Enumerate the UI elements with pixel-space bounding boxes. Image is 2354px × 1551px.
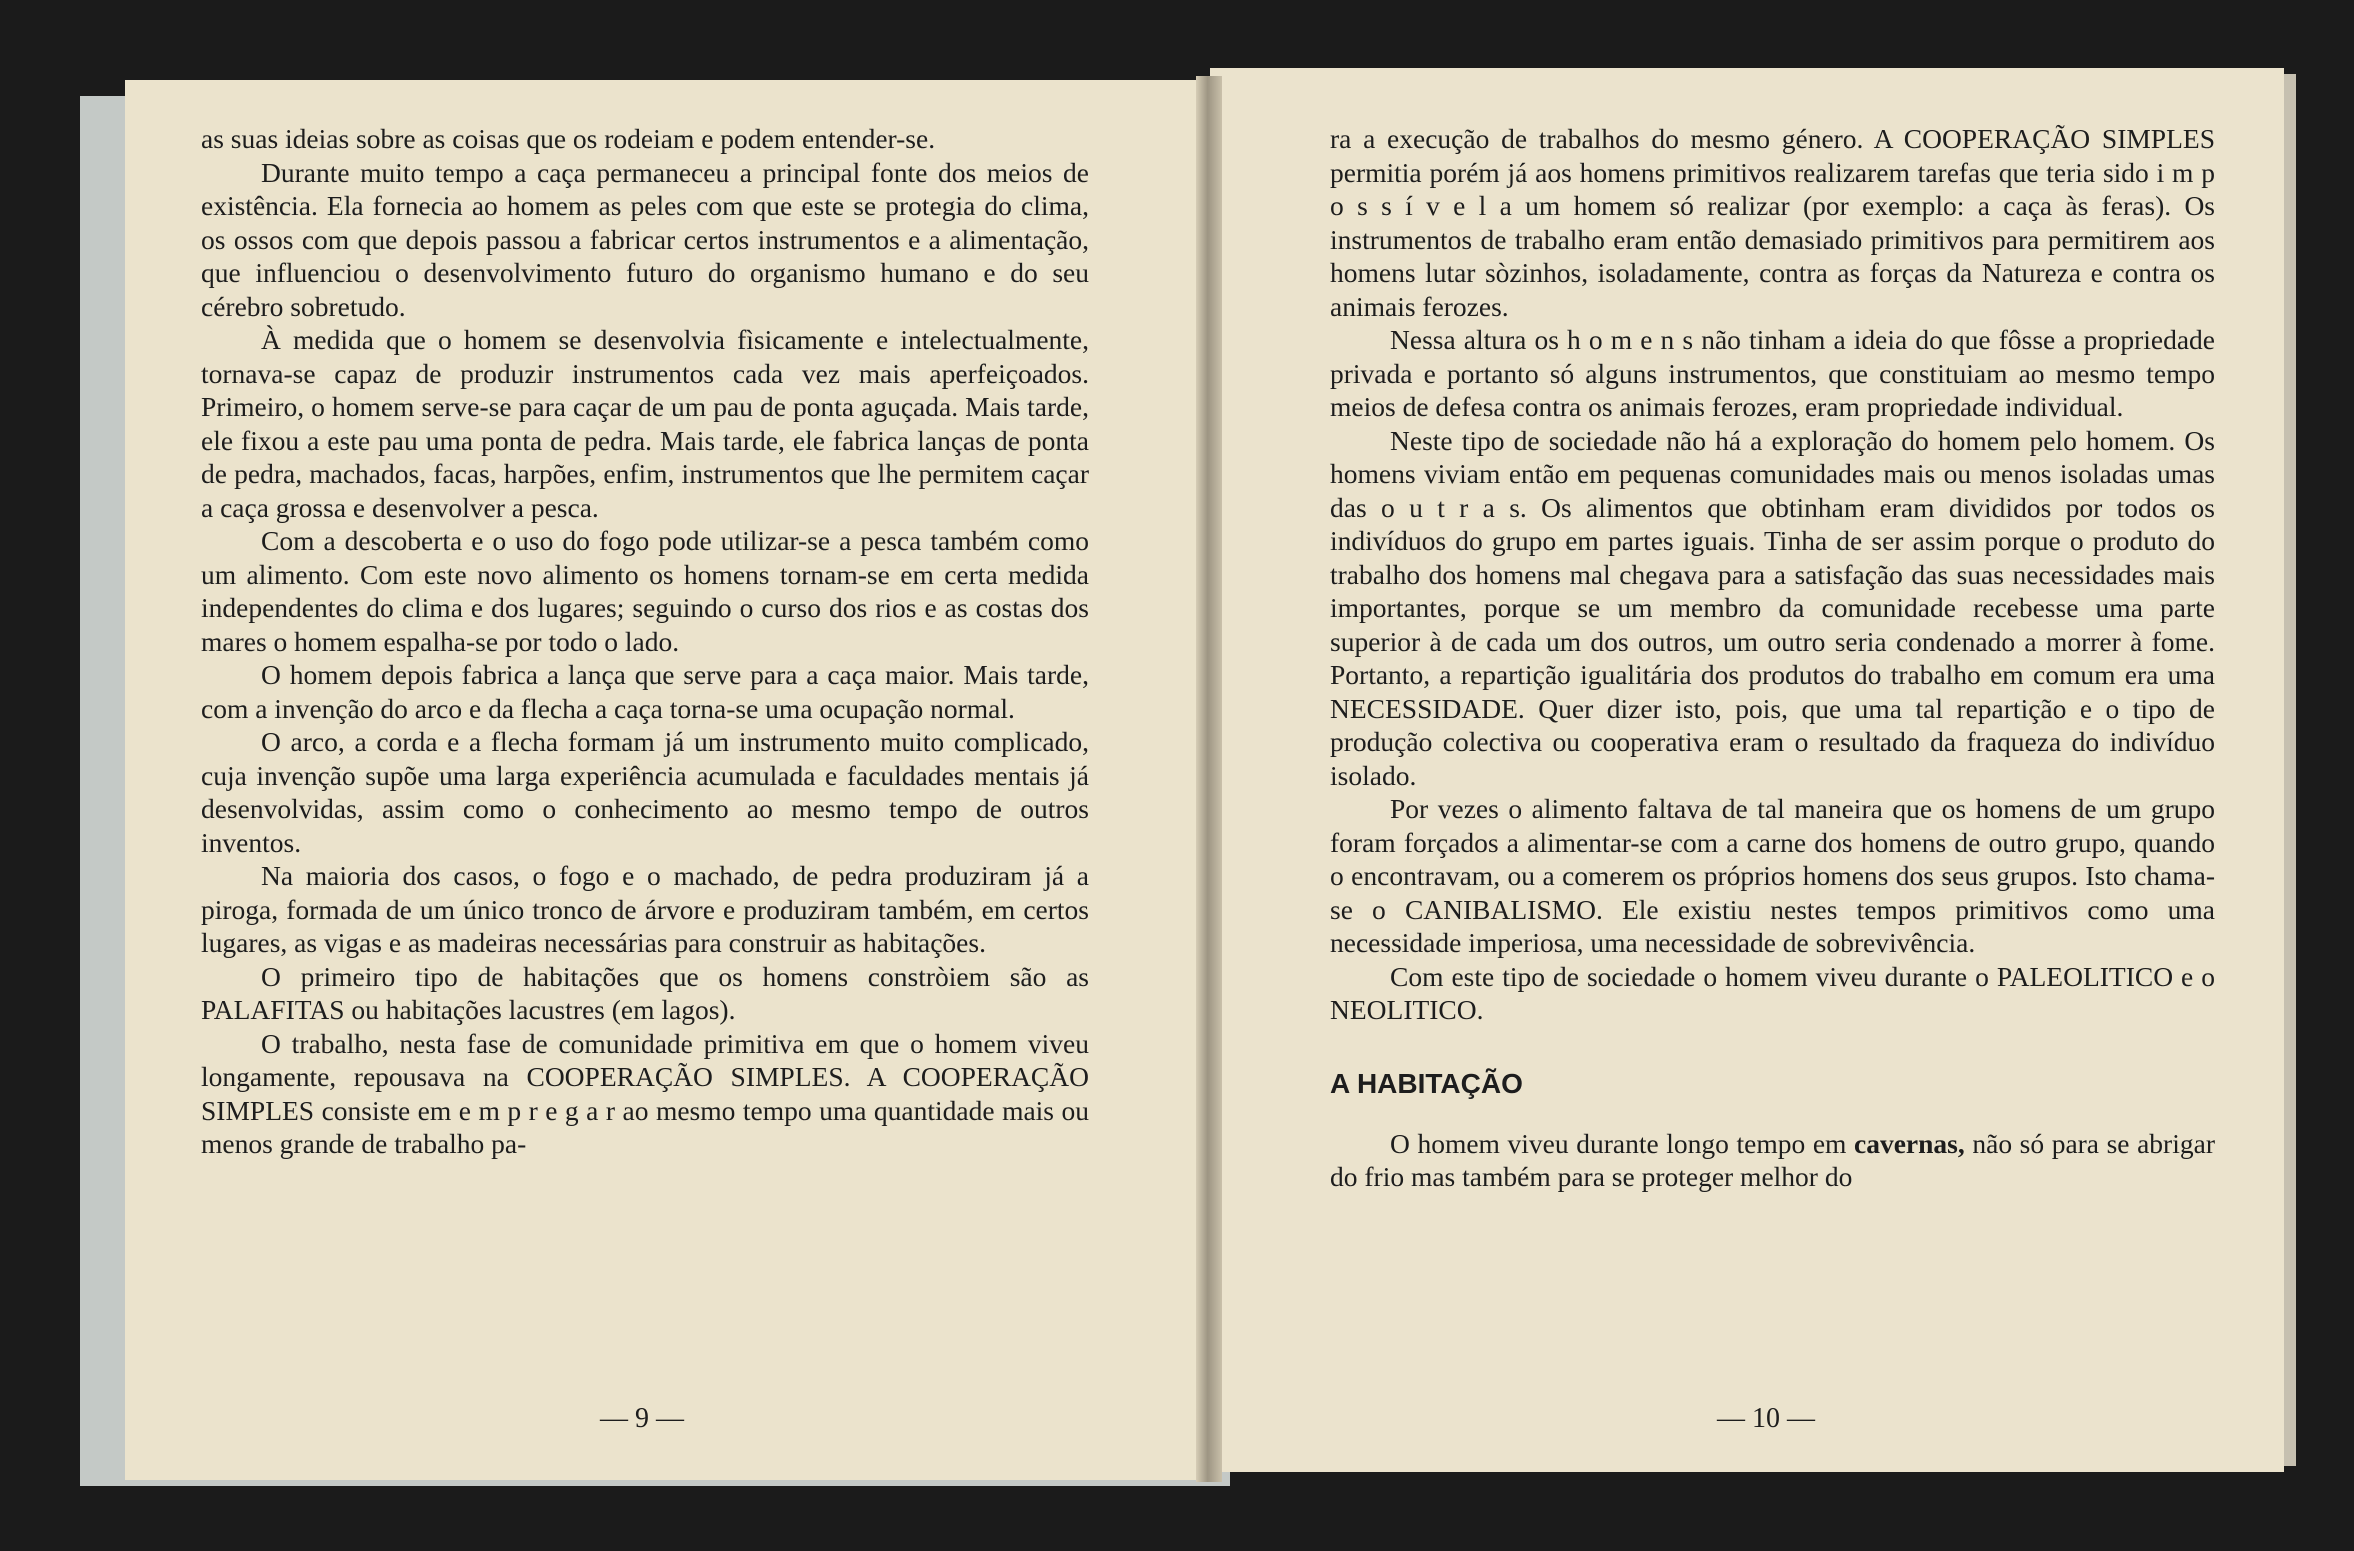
paragraph: Durante muito tempo a caça permaneceu a principal fonte dos meios de existência. Ela fornecia ao homem as peles com que este se protegia do clima, os ossos com que depois passou a fabricar certos instrumentos e a alimentação, que influenciou o desenvolvimento futuro do organismo humano e do seu cérebro sobretudo.	[201, 156, 1089, 322]
paragraph: Na maioria dos casos, o fogo e o machado, de pedra produziram já a piroga, formada de um único tronco de árvore e produziram também, em certos lugares, as vigas e as madeiras necessárias para construir as habitações.	[201, 860, 1089, 958]
paragraph: as suas ideias sobre as coisas que os rodeiam e podem entender-se.	[201, 123, 936, 154]
paragraph: Nessa altura os h o m e n s não tinham a ideia do que fôsse a propriedade privada e portanto só alguns instrumentos, que constituiam ao mesmo tempo meios de defesa contra os animais ferozes, eram propriedade individual.	[1330, 324, 2215, 422]
right-page-text	[1330, 122, 2215, 1194]
left-page-text	[201, 122, 1089, 1161]
paragraph: Com este tipo de sociedade o homem viveu durante o PALEOLITICO e o NEOLITICO.	[1330, 960, 2215, 1025]
page-number-right: — 10 —	[1717, 1403, 1815, 1434]
paragraph: Neste tipo de sociedade não há a exploração do homem pelo homem. Os homens viviam então em pequenas comunidades mais ou menos isoladas umas das o u t r a s. Os alimentos que obtinham eram divididos por todos os indivíduos do grupo em partes iguais. Tinha de ser assim porque o produto do trabalho dos homens mal chegava para a satisfação das suas necessidades mais importantes, porque se um membro da comunidade recebesse uma parte superior à de cada um dos outros, um outro seria condenado a morrer à fome. Portanto, a repartição igualitária dos produtos do trabalho em comum era uma NECESSIDADE. Quer dizer isto, pois, que uma tal repartição e o tipo de produção colectiva ou cooperativa eram o resultado da fraqueza do indivíduo isolado.	[1330, 424, 2215, 791]
paragraph	[1330, 1127, 2215, 1194]
bold-term: cavernas,	[1854, 1127, 1965, 1159]
book-gutter	[1196, 76, 1222, 1482]
paragraph: À medida que o homem se desenvolvia fìsicamente e intelectualmente, tornava-se capaz de produzir instrumentos cada vez mais aperfeiçoados. Primeiro, o homem serve-se para caçar de um pau de ponta aguçada. Mais tarde, ele fixou a este pau uma ponta de pedra. Mais tarde, ele fabrica lanças de ponta de pedra, machados, facas, harpões, enfim, instrumentos que lhe permitem caçar a caça grossa e desenvolver a pesca.	[201, 324, 1089, 523]
paragraph: Por vezes o alimento faltava de tal maneira que os homens de um grupo foram forçados a alimentar-se com a carne dos homens de outro grupo, quando o encontravam, ou a comerem os próprios homens dos seus grupos. Isto chama-se o CANIBALISMO. Ele existiu nestes tempos primitivos como uma necessidade imperiosa, uma necessidade de sobrevivência.	[1330, 793, 2215, 958]
paragraph: ra a execução de trabalhos do mesmo género. A COOPERAÇÃO SIMPLES permitia porém já aos homens primitivos realizarem tarefas que teria sido i m p o s s í v e l a um homem só realizar (por exemplo: a caça às feras). Os instrumentos de trabalho eram então demasiado primitivos para permitirem aos homens lutar sòzinhos, isoladamente, contra as forças da Natureza e contra os animais ferozes.	[1330, 123, 2215, 322]
page-number-left: — 9 —	[600, 1403, 684, 1434]
right-page-stack-edge	[2284, 74, 2296, 1466]
paragraph: O arco, a corda e a flecha formam já um instrumento muito complicado, cuja invenção supõe uma larga experiência acumulada e faculdades mentais já desenvolvidas, assim como o conhecimento ao mesmo tempo de outros inventos.	[201, 726, 1089, 858]
paragraph-text: O homem viveu durante longo tempo em	[1390, 1127, 1855, 1159]
paragraph: O trabalho, nesta fase de comunidade primitiva em que o homem viveu longamente, repousava na COOPERAÇÃO SIMPLES. A COOPERAÇÃO SIMPLES consiste em e m p r e g a r ao mesmo tempo uma quantidade mais ou menos grande de trabalho pa-	[201, 1027, 1089, 1159]
paragraph: O primeiro tipo de habitações que os homens constròiem são as PALAFITAS ou habitações lacustres (em lagos).	[201, 960, 1089, 1025]
paragraph-text: não só para se abrigar do frio mas também para se proteger melhor do	[1330, 1127, 2215, 1192]
section-heading: A HABITAÇÃO	[1330, 1067, 1523, 1099]
paragraph: O homem depois fabrica a lança que serve para a caça maior. Mais tarde, com a invenção do arco e da flecha a caça torna-se uma ocupação normal.	[201, 659, 1089, 724]
paragraph: Com a descoberta e o uso do fogo pode utilizar-se a pesca também como um alimento. Com este novo alimento os homens tornam-se em certa medida independentes do clima e dos lugares; seguindo o curso dos rios e as costas dos mares o homem espalha-se por todo o lado.	[201, 525, 1089, 657]
